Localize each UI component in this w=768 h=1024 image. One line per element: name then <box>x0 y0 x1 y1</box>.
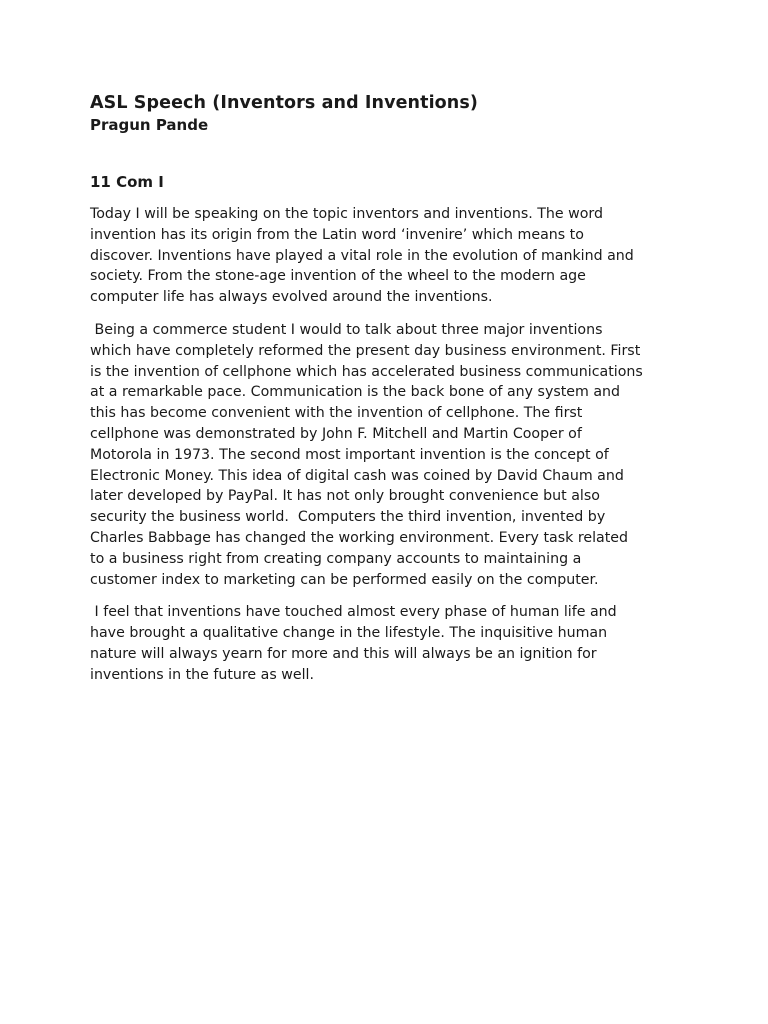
document-page <box>90 92 690 686</box>
document-title: ASL Speech (Inventors and Inventions) <box>90 93 478 113</box>
class-label: 11 Com I <box>90 173 164 191</box>
paragraph-introduction: Today I will be speaking on the topic inventors and inventions. The word invention has its origin from the Latin word ‘invenire’ which means to discover. Inventions have played a vital role in the evolution of mankind and society. From the stone-age invention of the wheel to the modern age computer life has always evolved around the inventions. <box>90 206 634 306</box>
paragraph-body: Being a commerce student I would to talk about three major inventions which have completely reformed the present day business environment. First is the invention of cellphone which has accelerated business communications at a remarkable pace. Communication is the back bone of any system and this has become convenient with the invention of cellphone. The first cellphone was demonstrated by John F. Mitchell and Martin Cooper of Motorola in 1973. The second most important invention is the concept of Electronic Money. This idea of digital cash was coined by David Chaum and later developed by PayPal. It has not only brought convenience but also security the business world. Computers the third invention, invented by Charles Babbage has changed the working environment. Every task related to a business right from creating company accounts to maintaining a customer index to marketing can be performed easily on the computer. <box>90 321 643 588</box>
author-name: Pragun Pande <box>90 116 209 134</box>
paragraph-conclusion: I feel that inventions have touched almost every phase of human life and have brought a qualitative change in the lifestyle. The inquisitive human nature will always yearn for more and this will always be an ignition for inventions in the future as well. <box>90 604 617 683</box>
